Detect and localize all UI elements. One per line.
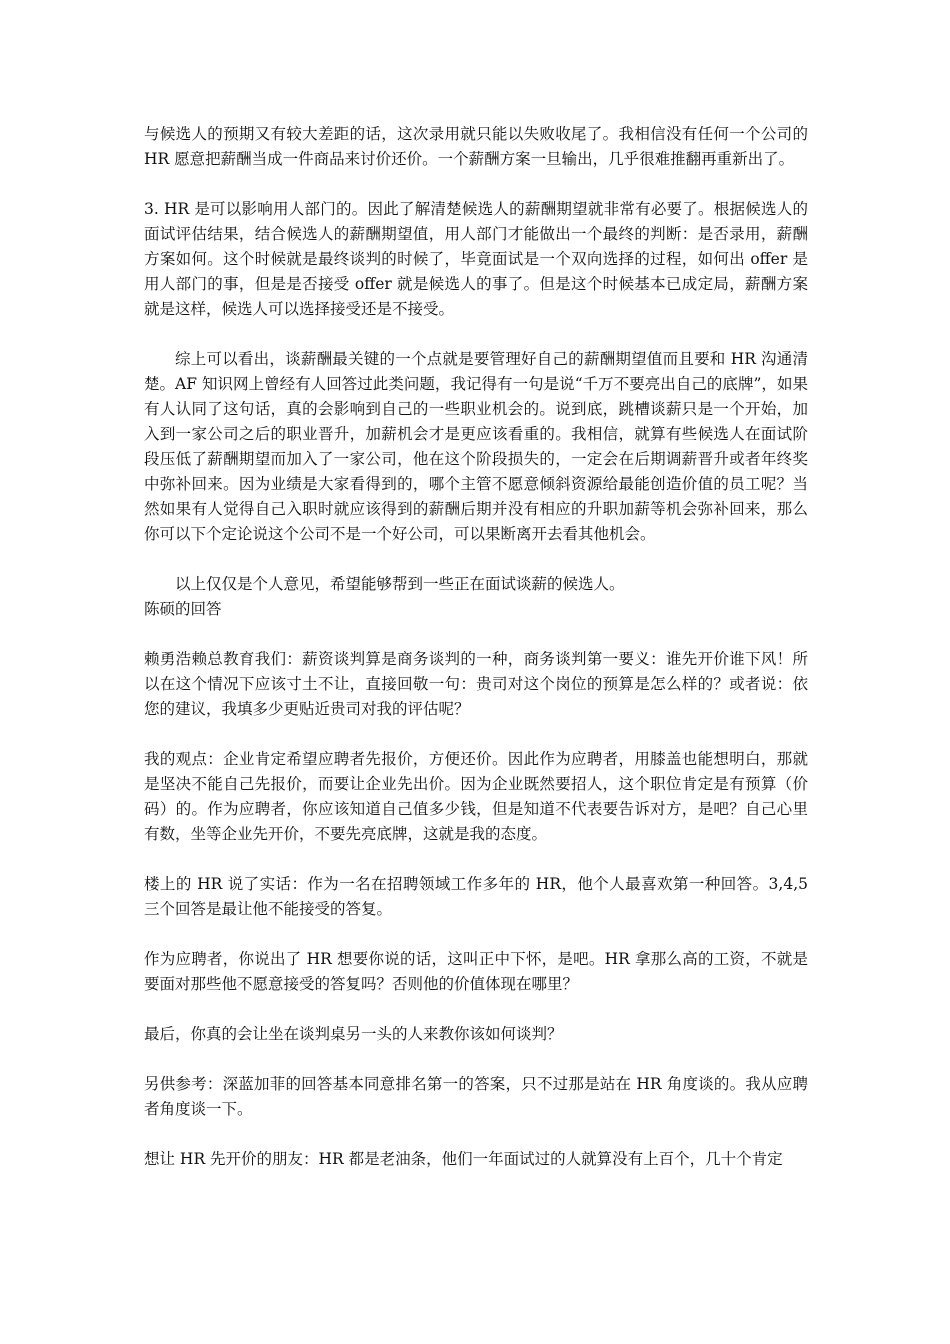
paragraph-finally: 最后，你真的会让坐在谈判桌另一头的人来教你该如何谈判？ (144, 1025, 563, 1043)
paragraph-hr-first-offer: 想让 HR 先开价的朋友：HR 都是老油条，他们一年面试过的人就算没有上百个，几十个肯定 (144, 1150, 783, 1168)
paragraph-personal-opinion: 以上仅仅是个人意见，希望能够帮到一些正在面试谈薪的候选人。 (175, 575, 625, 593)
paragraph-hr-truth: 楼上的 HR 说了实话：作为一名在招聘领域工作多年的 HR，他个人最喜欢第一种回答。3,4,5 三个回答是最让他不能接受的答复。 (144, 875, 808, 918)
paragraph-reference: 另供参考：深蓝加菲的回答基本同意排名第一的答案，只不过那是站在 HR 角度谈的。我从应聘者角度谈一下。 (144, 1075, 808, 1118)
paragraph-applicant-response: 作为应聘者，你说出了 HR 想要你说的话，这叫正中下怀，是吧。HR 拿那么高的工资，不就是要面对那些他不愿意接受的答复吗？否则他的价值体现在哪里？ (144, 950, 808, 993)
answer-author-heading: 陈硕的回答 (144, 600, 222, 618)
document-body (144, 122, 808, 1172)
paragraph-my-view: 我的观点：企业肯定希望应聘者先报价，方便还价。因此作为应聘者，用膝盖也能想明白，那就是坚决不能自己先报价，而要让企业先出价。因为企业既然要招人，这个职位肯定是有预算（价码）的。作为应聘者，你应该知道自己值多少钱，但是知道不代表要告诉对方，是吧？自己心里有数，坐等企业先开价，不要先亮底牌，这就是我的态度。 (144, 750, 808, 843)
paragraph-business-negotiation: 赖勇浩赖总教育我们：薪资谈判算是商务谈判的一种，商务谈判第一要义：谁先开价谁下风！所以在这个情况下应该寸土不让，直接回敬一句：贵司对这个岗位的预算是怎么样的？或者说：依您的建议，我填多少更贴近贵司对我的评估呢？ (144, 650, 808, 718)
paragraph-recruitment-failure: 与候选人的预期又有较大差距的话，这次录用就只能以失败收尾了。我相信没有任何一个公司的 HR 愿意把薪酬当成一件商品来讨价还价。一个薪酬方案一旦输出，几乎很难推翻再重新出了。 (144, 125, 808, 168)
paragraph-hr-influence: 3. HR 是可以影响用人部门的。因此了解清楚候选人的薪酬期望就非常有必要了。根据候选人的面试评估结果，结合候选人的薪酬期望值，用人部门才能做出一个最终的判断：是否录用，薪酬方案如何。这个时候就是最终谈判的时候了，毕竟面试是一个双向选择的过程，如何出 offer 是用人部门的事，但是是否接受 offer 就是候选人的事了。但是这个时候基本已成定局，薪酬方案就是这样，候选人可以选择接受还是不接受。 (144, 200, 808, 318)
paragraph-summary: 综上可以看出，谈薪酬最关键的一个点就是要管理好自己的薪酬期望值而且要和 HR 沟通清楚。AF 知识网上曾经有人回答过此类问题，我记得有一句是说“千万不要亮出自己的底牌”，如果有人认同了这句话，真的会影响到自己的一些职业机会的。说到底，跳槽谈薪只是一个开始，加入到一家公司之后的职业晋升，加薪机会才是更应该看重的。我相信，就算有些候选人在面试阶段压低了薪酬期望而加入了一家公司，他在这个阶段损失的，一定会在后期调薪晋升或者年终奖中弥补回来。因为业绩是大家看得到的，哪个主管不愿意倾斜资源给最能创造价值的员工呢？当然如果有人觉得自己入职时就应该得到的薪酬后期并没有相应的升职加薪等机会弥补回来，那么你可以下个定论说这个公司不是一个好公司，可以果断离开去看其他机会。 (144, 350, 808, 543)
